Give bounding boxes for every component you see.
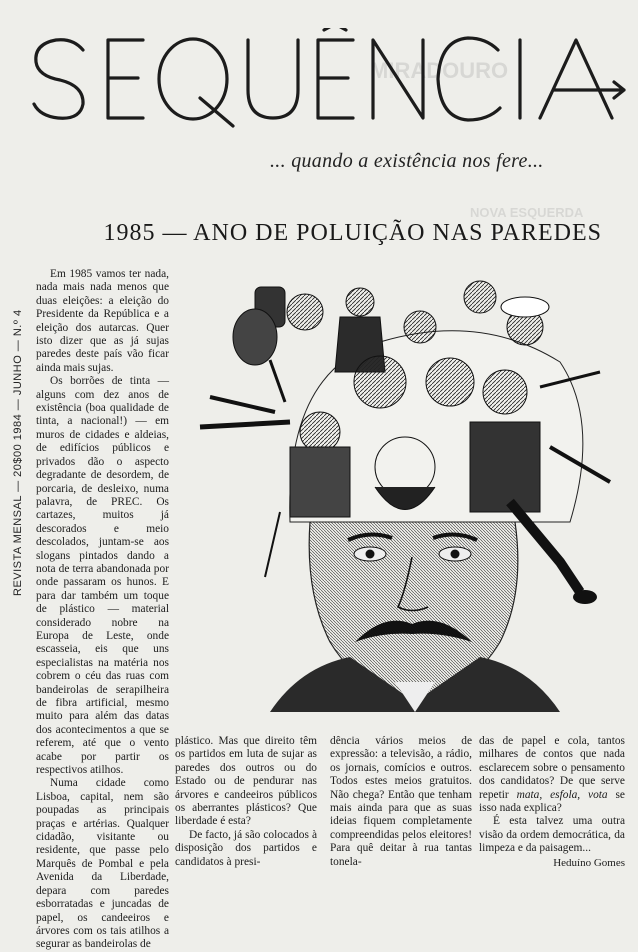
headline: 1985 — ANO DE POLUIÇÃO NAS PAREDES <box>103 220 602 246</box>
paragraph: Os borrões de tinta — alguns com dez anos de existência (boa qualidade de tinta, a nacional!) — em muros de cidades e aldeias, de edifícios públicos e privados dão o aspecto degradante de desordem, de porcaria, de desleixo, numa palavra, de PREC. Os cartazes, muitos já descorados e meio descolados, juntam-se aos slogans pintados dando a nota de terra abandonada por onde passaram os hunos. E para dar também um toque de plástico — material considerado nobre na Europa de Leste, onde escasseia, eis que uns especialistas na matéria nos cobrem o céu das ruas com bandeirolas de serapilheira de fibra artificial, mesmo muito para além das datas dos acontecimentos a que se referem, até que o vento acabe por partir os respectivos atilhos. <box>36 375 169 777</box>
reverse-print-ghost-text-2: NOVA ESQUERDA <box>470 205 584 220</box>
paragraph: De facto, já são colocados à disposição dos partidos e candidatos à presi- <box>175 828 317 868</box>
collage-illustration <box>180 272 630 712</box>
issue-info-text: REVISTA MENSAL — 20$00 1984 — JUNHO — N.º 4 <box>12 309 24 596</box>
italic-text: mata, esfola, vota <box>516 788 608 801</box>
article-column-4 <box>479 735 625 870</box>
article-column-3 <box>330 735 472 869</box>
paragraph: dência vários meios de expressão: a televisão, a rádio, os jornais, comícios e outros. Todos estes meios gratuitos. Não chega? Então que tenham mais ainda para que as suas ideias fiquem completamente compreendidas pelos eleitores! Para quê deitar à rua tantas tonela- <box>330 735 472 868</box>
reverse-print-ghost-text: MIRADOURO <box>370 58 509 83</box>
author-signature: Heduíno Gomes <box>553 856 625 869</box>
tagline: ... quando a existência nos fere... <box>270 150 544 172</box>
article-column-1 <box>36 268 169 952</box>
text-run: se isso nada explica? <box>479 788 625 815</box>
paragraph: plástico. Mas que direito têm os partidos em luta de sujar as paredes dos outros ou do Estado ou de pendurar nas árvores e candeeiros públicos os aberrantes plásticos? Que liberdade é esta? <box>175 735 317 828</box>
text-run: das de papel e cola, tantos milhares de contos que nada esclarecem sobre o pensamento dos candidatos? De que serve repetir <box>479 735 625 801</box>
paragraph: Em 1985 vamos ter nada, nada mais nada menos que duas eleições: a eleição do Presidente da República e a eleição dos autarcas. Quer isto dizer que as já sujas paredes deste país vão ficar ainda mais sujas. <box>36 268 169 374</box>
paragraph: É esta talvez uma outra visão da ordem democrática, da limpeza e da paisagem... <box>479 815 625 855</box>
masthead-logo <box>28 28 628 128</box>
paragraph: Numa cidade como Lisboa, capital, nem são poupadas as principais praças e artérias. Qualquer cidadão, visitante ou residente, que passe pelo Marquês de Pombal e pela Avenida da Liberdade, depara com paredes esborratadas e juncadas de papel, os candeeiros e árvores com os tais atilhos a segurar as bandeirolas de <box>36 777 169 951</box>
paragraph <box>479 735 625 815</box>
side-issue-info <box>8 300 28 600</box>
article-column-2 <box>175 735 317 869</box>
